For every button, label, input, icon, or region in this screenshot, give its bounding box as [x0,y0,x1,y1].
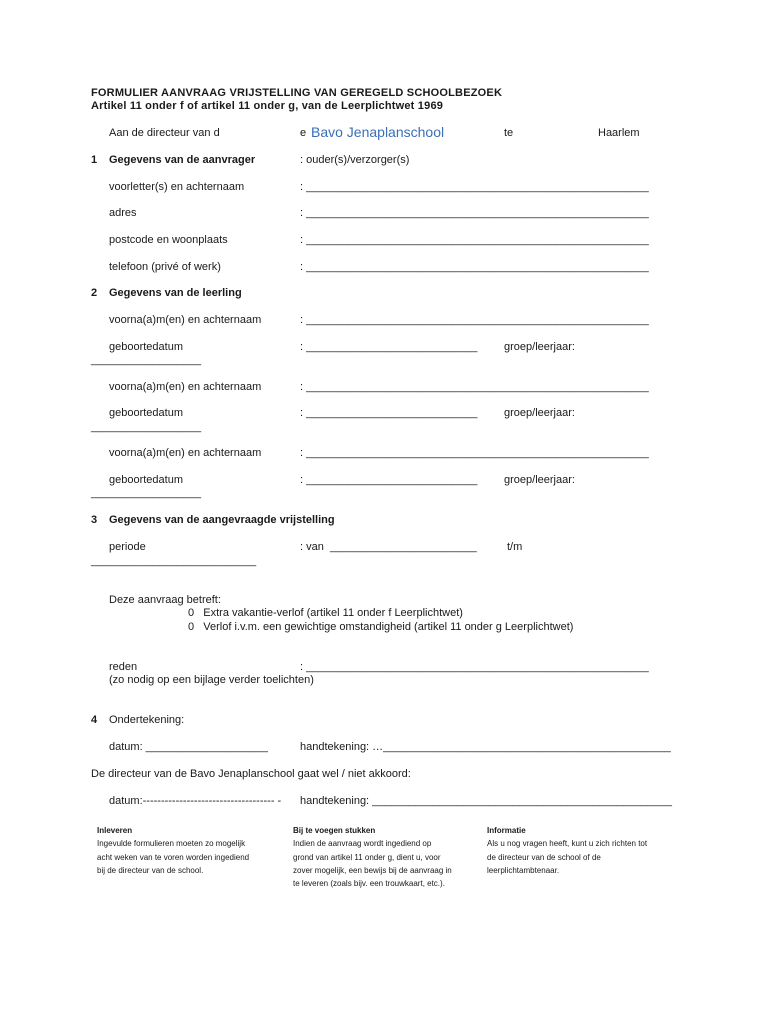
section3-number: 3 [91,514,98,526]
footer-col2-line: grond van artikel 11 onder g, dient u, voor [293,853,441,862]
applicant-name-label: voorletter(s) en achternaam [109,181,245,193]
footer-col3-line: leerplichtambtenaar. [487,866,560,875]
phone-field[interactable]: : ________________________________________________________ [300,261,649,273]
student3-name-label: voorna(a)m(en) en achternaam [109,447,262,459]
section2-title: Gegevens van de leerling [109,287,242,299]
director-statement: De directeur van de Bavo Jenaplanschool gaat wel / niet akkoord: [91,768,411,780]
student1-name-field[interactable]: : ________________________________________________________ [300,314,649,326]
student1-dob-field[interactable]: : ____________________________ [300,341,478,353]
form-title: FORMULIER AANVRAAG VRIJSTELLING VAN GEREGELD SCHOOLBEZOEK [91,87,503,99]
addressee-city: Haarlem [598,127,640,139]
address-label: adres [109,207,137,219]
applicant-name-field[interactable]: : ________________________________________________________ [300,181,649,193]
student3-dob-field[interactable]: : ____________________________ [300,474,478,486]
phone-label: telefoon (privé of werk) [109,261,221,273]
student2-group-label: groep/leerjaar: [504,407,575,419]
director-date-field[interactable]: datum:------------------------------------ - [109,795,282,807]
section1-number: 1 [91,154,98,166]
address-field[interactable]: : ________________________________________________________ [300,207,649,219]
student1-dob-label: geboortedatum [109,341,183,353]
footer-col2-line: te leveren (zoals bijv. een trouwkaart, etc.). [293,879,445,888]
section1-title: Gegevens van de aanvrager [109,154,256,166]
option-extra-vacation[interactable]: 0 Extra vakantie-verlof (artikel 11 onder f Leerplichtwet) [188,607,463,619]
footer-col3-title: Informatie [487,826,526,835]
footer-col2-line: zover mogelijk, een bewijs bij de aanvraag in [293,866,452,875]
school-name: Bavo Jenaplanschool [311,124,445,140]
footer-col3-line: de directeur van de school of de [487,853,601,862]
addressee-te: te [504,127,514,139]
reason-note: (zo nodig op een bijlage verder toelichten) [109,674,314,686]
footer-col2-line: Indien de aanvraag wordt ingediend op [293,839,432,848]
reason-label: reden [109,661,138,673]
footer-col1-line: bij de directeur van de school. [97,866,204,875]
section3-title: Gegevens van de aangevraagde vrijstelling [109,514,335,526]
period-from-field[interactable]: : van ________________________ [300,541,477,553]
student3-name-field[interactable]: : ________________________________________________________ [300,447,649,459]
applicant-date-field[interactable]: datum: ____________________ [109,741,269,753]
director-signature-field[interactable]: handtekening: _________________________________________________ [300,795,672,807]
request-intro: Deze aanvraag betreft: [109,594,221,606]
footer-col1-line: acht weken van te voren worden ingediend [97,853,250,862]
footer-col1-title: Inleveren [97,826,133,835]
period-to-field[interactable]: ___________________________ [91,555,257,567]
student1-group-label: groep/leerjaar: [504,341,575,353]
student3-group-field[interactable]: __________________ [91,487,202,499]
student1-name-label: voorna(a)m(en) en achternaam [109,314,262,326]
section2-number: 2 [91,287,98,299]
student2-dob-field[interactable]: : ____________________________ [300,407,478,419]
postcode-label: postcode en woonplaats [109,234,228,246]
section4-title: Ondertekening: [109,714,185,726]
period-label: periode [109,541,146,553]
option-important-circumstance[interactable]: 0 Verlof i.v.m. een gewichtige omstandigheid (artikel 11 onder g Leerplichtwet) [188,621,574,633]
addressee-prefix: Aan de directeur van d [109,127,220,139]
postcode-field[interactable]: : ________________________________________________________ [300,234,649,246]
reason-field[interactable]: : ________________________________________________________ [300,661,649,673]
addressee-e: e [300,127,307,139]
applicant-signature-field[interactable]: handtekening: …_______________________________________________ [300,741,671,753]
period-to-label: t/m [507,541,523,553]
footer-col1-line: Ingevulde formulieren moeten zo mogelijk [97,839,246,848]
section4-number: 4 [91,714,98,726]
section1-subtitle: : ouder(s)/verzorger(s) [300,154,410,166]
student1-group-field[interactable]: __________________ [91,354,202,366]
student3-dob-label: geboortedatum [109,474,183,486]
student2-name-label: voorna(a)m(en) en achternaam [109,381,262,393]
student2-name-field[interactable]: : ________________________________________________________ [300,381,649,393]
footer-col3-line: Als u nog vragen heeft, kunt u zich richten tot [487,839,648,848]
footer-col2-title: Bij te voegen stukken [293,826,376,835]
student2-dob-label: geboortedatum [109,407,183,419]
student3-group-label: groep/leerjaar: [504,474,575,486]
student2-group-field[interactable]: __________________ [91,421,202,433]
form-subtitle: Artikel 11 onder f of artikel 11 onder g, van de Leerplichtwet 1969 [91,100,444,112]
